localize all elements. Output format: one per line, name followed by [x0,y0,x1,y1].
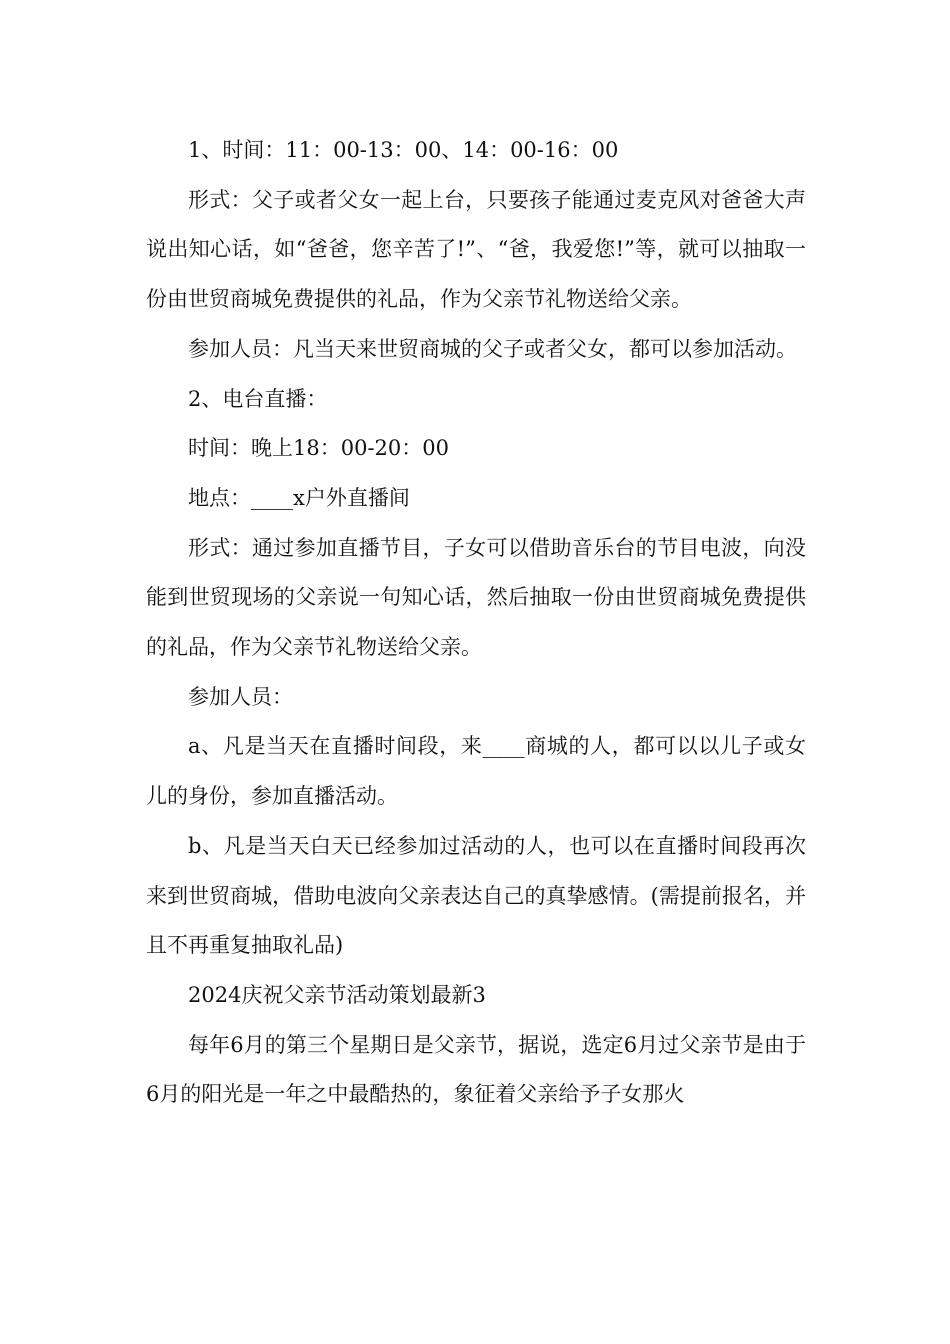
paragraph-intro: 每年6月的第三个星期日是父亲节，据说，选定6月过父亲节是由于6月的阳光是一年之中最酷热的，象征着父亲给予子女那火 [146,1032,806,1107]
paragraph-rule-b: b、凡是当天白天已经参加过活动的人，也可以在直播时间段再次来到世贸商城，借助电波向父亲表达自己的真挚感情。(需提前报名，并且不再重复抽取礼品) [146,833,806,958]
paragraph-participants-2: 参加人员： [188,684,293,709]
document-body [146,126,806,1120]
paragraph-time-2: 时间：晚上18：00-20：00 [188,436,449,461]
paragraph-time-1: 1、时间：11：00-13：00、14：00-16：00 [188,138,619,162]
section-heading: 2024庆祝父亲节活动策划最新3 [188,982,486,1007]
paragraph-format-2: 形式：通过参加直播节目，子女可以借助音乐台的节目电波，向没能到世贸现场的父亲说一句知心话，然后抽取一份由世贸商城免费提供的礼品，作为父亲节礼物送给父亲。 [146,535,806,660]
paragraph-radio-heading: 2、电台直播： [188,386,328,411]
paragraph-participants-1: 参加人员：凡当天来世贸商城的父子或者父女，都可以参加活动。 [188,336,797,361]
paragraph-format-1: 形式：父子或者父女一起上台，只要孩子能通过麦克风对爸爸大声说出知心话，如“爸爸，您辛苦了!”、“爸，我爱您!”等，就可以抽取一份由世贸商城免费提供的礼品，作为父亲节礼物送给父亲。 [146,187,806,312]
paragraph-rule-a: a、凡是当天在直播时间段，来____商城的人，都可以以儿子或女儿的身份，参加直播活动。 [146,734,806,809]
paragraph-location: 地点：____x户外直播间 [188,485,410,510]
